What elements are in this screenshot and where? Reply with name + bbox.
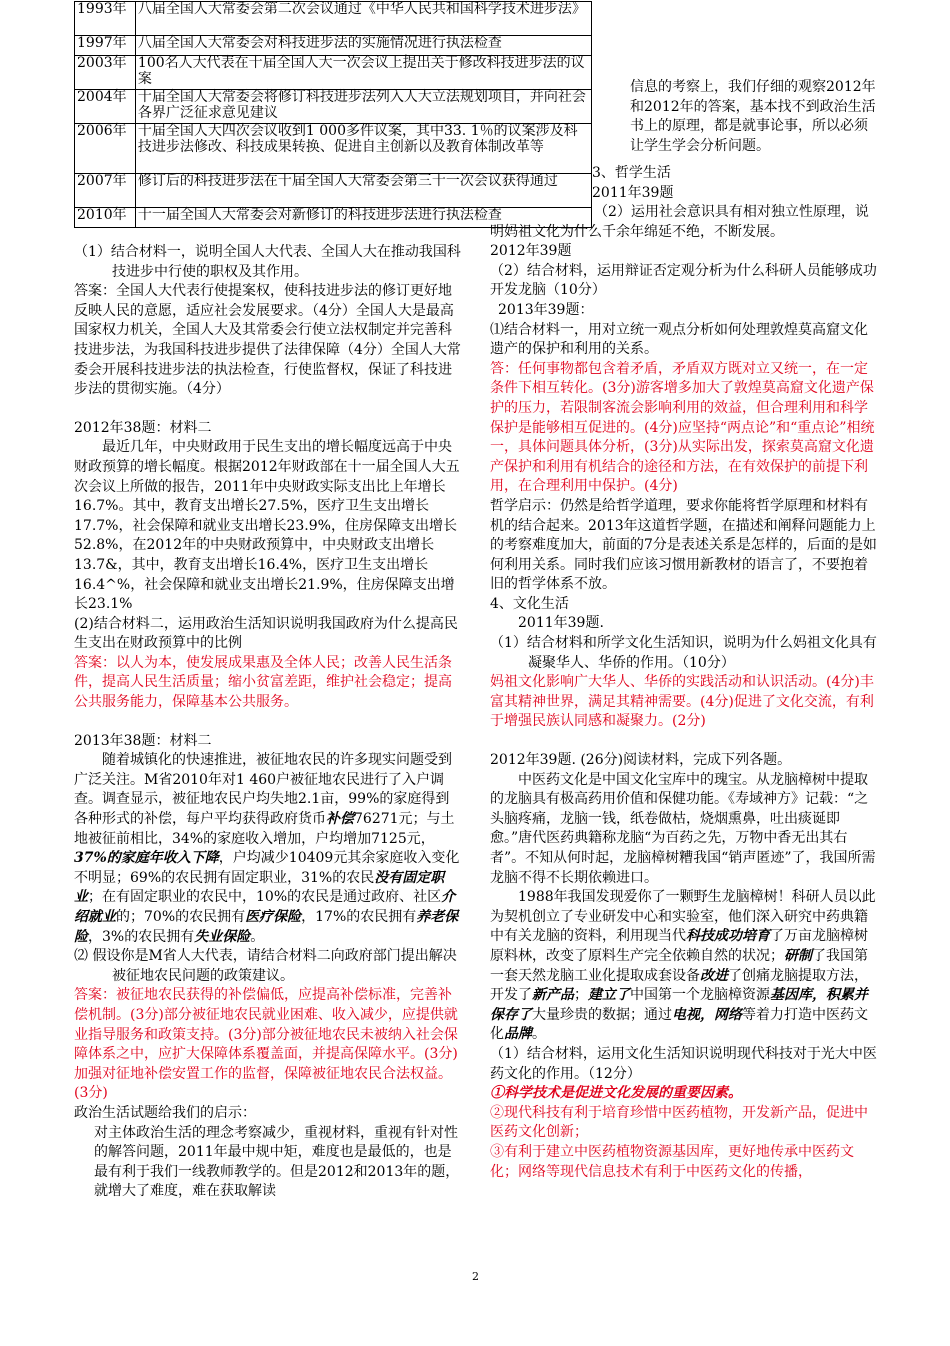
- timeline-event: 十届全国人大四次会议收到1 000多件议案，其中33. 1％的议案涉及科技进步法修改、科技成果转换、促进自主创新以及教育体制改革等: [135, 124, 591, 174]
- timeline-body: [75, 2, 592, 228]
- right-column: [490, 203, 878, 1182]
- q2012-answer: 答案：以人为本，使发展成果惠及全体人民；改善人民生活条件，提高人民生活质量；缩小贫富差距，维护社会稳定；提高公共服务能力，保障基本公共服务。: [74, 654, 452, 711]
- insight-body: 对主体政治生活的理念考察减少，重视材料，重视有针对性的解答问题，2011年最中规中矩，难度也是最低的，也是最有利于我们一线教师教学的。但是2012和2013年的题，就增大了难度，难在获取解读: [94, 1124, 460, 1200]
- q2013-material: 随着城镇化的快速推进，被征地农民的许多现实问题受到广泛关注。M省2010年对1 460户被征地农民进行了入户调查。调查显示，被征地农民户均失地2.1亩，99%的家庭得到各种形式的补偿，每户平均获得政府货币补偿76271元；与土地被征前相比，34%的家庭收入增加，户均增加7125元，37%的家庭年收入下降，户均减少10409元其余家庭收入变化不明显；69%的农民拥有固定职业，31%的农民没有固定职业；在有固定职业的农民中，10%的农民是通过政府、社区介绍就业的；70%的农民拥有医疗保险，17%的农民拥有养老保险，3%的农民拥有失业保险。: [74, 752, 460, 945]
- q2013-question: ⑵ 假设你是M省人大代表，请结合材料二向政府部门提出解决被征地农民问题的政策建议。: [74, 948, 457, 984]
- q2011-culture: （1）结合材料和所学文化生活知识，说明为什么妈祖文化具有凝聚华人、华侨的作用。（10分）: [490, 635, 877, 671]
- timeline-row: [75, 124, 592, 174]
- material-paragraph-2: 1988年我国发现爱你了一颗野生龙脑樟树！科研人员以此为契机创立了专业研发中心和实验室，他们深入研究中药典籍中有关龙脑的资料，利用现当代科技成功培育了万亩龙脑樟树原料林，改变了原料生产完全依赖自然的状况；研制了我国第一套天然龙脑工业化提取成套设备改进了创痛龙脑提取方法，开发了新产品；建立了中国第一个龙脑樟资源基因库，积累并保存了大量珍贵的数据；通过电视，网络等着力打造中医药文化品牌。: [490, 889, 876, 1043]
- year-2012-label: 2012年39题: [490, 243, 572, 260]
- timeline-year: 2003年: [75, 56, 136, 90]
- timeline-year: 1997年: [75, 36, 136, 56]
- y2012-culture: 2012年39题. (26分)阅读材料，完成下列各题。: [490, 752, 792, 769]
- continuation-text: 信息的考察上，我们仔细的观察2012年和2012年的答案，基本找不到政治生活书上的原理，都是就事论事，所以必须让学生学会分析问题。: [630, 79, 876, 154]
- answer-1: 答案：全国人大代表行使提案权，使科技进步法的修订更好地反映人民的意愿，适应社会发展要求。（4分）全国人大是最高国家权力机关，全国人大及其常委会行使立法权制定并完善科技进步法，为我国科技进步提供了法律保障（4分）全国人大常委会开展科技进步法的执法检查，行使监督权，保证了科技进步法的贯彻实施。（4分）: [74, 283, 461, 398]
- page-number: 2: [472, 1270, 479, 1283]
- timeline-year: 2010年: [75, 208, 136, 228]
- timeline-event: 十届全国人大常委会将修订科技进步法列入人大立法规划项目，并向社会各界广泛征求意见建议: [135, 90, 591, 124]
- year-2013-label: 2013年39题：: [498, 301, 594, 318]
- answer-point-1: ①科学技术是促进文化发展的重要因素。: [490, 1085, 742, 1102]
- right-continuation: [630, 78, 878, 156]
- timeline-event: 100名人大代表在十届全国人大一次会议上提出关于修改科技进步法的议案: [135, 56, 591, 90]
- timeline-table: [74, 1, 592, 228]
- timeline-year: 2006年: [75, 124, 136, 174]
- section-philosophy: 3、哲学生活: [592, 165, 671, 181]
- timeline-event: 十一届全国人大常委会对新修订的科技进步法进行执法检查: [135, 208, 591, 228]
- timeline-row: [75, 36, 592, 56]
- section-culture: 4、文化生活: [490, 595, 569, 612]
- timeline-event: 修订后的科技进步法在十届全国人大常委会第三十一次会议获得通过: [135, 174, 591, 208]
- timeline-year: 1993年: [75, 2, 136, 36]
- right-top-block: [592, 164, 878, 203]
- q2012-culture: （1）结合材料，运用文化生活知识说明现代科技对于光大中医药文化的作用。（12分）: [490, 1045, 877, 1082]
- q2012-philosophy: （2）结合材料，运用辩证否定观分析为什么科研人员能够成功开发龙脑（10分）: [490, 262, 877, 299]
- timeline-year: 2007年: [75, 174, 136, 208]
- answer-point-3: ③有利于建立中医药植物资源基因库，更好地传承中医药文化；网络等现代信息技术有利于中医药文化的传播，: [490, 1143, 854, 1180]
- insight-heading: 政治生活试题给我们的启示：: [74, 1104, 256, 1121]
- material-paragraph-1: 中医药文化是中国文化宝库中的瑰宝。从龙脑樟树中提取的龙脑具有极高药用价值和保健功能。《寿域神方》记载：“之头脑疼痛，龙脑一钱，纸卷做枯，烧烟熏鼻，吐出痰诞即愈。”唐代医药典籍称龙脑“为百药之先，万物中香无出其右者”。不知从何时起，龙脑樟树糟我国“销声匿迹”了，我国所需龙脑不得不长期依赖进口。: [490, 771, 876, 886]
- timeline-row: [75, 56, 592, 90]
- q2013-philosophy: ⑴结合材料一，用对立统一观点分析如何处理敦煌莫高窟文化遗产的保护和利用的关系。: [490, 321, 868, 358]
- q2013-heading: 2013年38题：材料二: [74, 732, 212, 749]
- a2011-culture: 妈祖文化影响广大华人、华侨的实践活动和认识活动。(4分)丰富其精神世界，满足其精神需要。(4分)促进了文化交流，有利于增强民族认同感和凝聚力。(2分): [490, 674, 874, 730]
- timeline-year: 2004年: [75, 90, 136, 124]
- year-2011b-label: 2011年39题.: [518, 615, 604, 632]
- q2012-question: (2)结合材料二，运用政治生活知识说明我国政府为什么提高民生支出在财政预算中的比例: [74, 615, 458, 652]
- q2011-philosophy: （2）运用社会意识具有相对独立性原理，说明妈祖文化为什么千余年绵延不绝，不断发展。: [490, 204, 869, 240]
- q2013-answer: 答案：被征地农民获得的补偿偏低，应提高补偿标准，完善补偿机制。(3分)部分被征地农民就业困难、收入减少，应提供就业指导服务和政策支持。(3分)部分被征地农民未被纳入社会保障体系之中，应扩大保障体系覆盖面，并提高保障水平。(3分)加强对征地补偿安置工作的监督，保障被征地农民合法权益。(3分): [74, 987, 458, 1102]
- philosophy-insight: 哲学启示：仍然是给哲学道理，要求你能将哲学原理和材料有机的结合起来。2013年这道哲学题，在描述和阐释问题能力上的考察难度加大，前面的7分是表述关系是怎样的，后面的是如何利用关系。同时我们应该习惯用新教材的语言了，不要抱着旧的哲学体系不放。: [490, 497, 877, 593]
- timeline-event: 八届全国人大常委会对科技进步法的实施情况进行执法检查: [135, 36, 591, 56]
- a2013-philosophy: 答：任何事物都包含着矛盾，矛盾双方既对立又统一，在一定条件下相互转化。(3分)游客增多加大了敦煌莫高窟文化遗产保护的压力，若限制客流会影响利用的效益，但合理利用和科学保护是能够相互促进的。(4分)应坚持“两点论”和“重点论”相统一，具体问题具体分析，(3分)从实际出发，探索莫高窟文化遗产保护和利用有机结合的途径和方法，在有效保护的前提下利用，在合理利用中保护。(4分): [490, 360, 875, 495]
- timeline-event: 八届全国人大常委会第二次会议通过《中华人民共和国科学技术进步法》: [135, 2, 591, 36]
- timeline-row: [75, 90, 592, 124]
- year-2011-label: 2011年39题: [592, 184, 674, 201]
- q2012-heading: 2012年38题：材料二: [74, 419, 212, 436]
- q2012-material: 最近几年，中央财政用于民生支出的增长幅度远高于中央财政预算的增长幅度。根据2012年财政部在十一届全国人大五次会议上所做的报告，2011年中央财政实际支出比上年增长16.7%。其中，教育支出增长27.5%，医疗卫生支出增长17.7%，社会保障和就业支出增长23.9%，住房保障支出增长52.8%，在2012年的中央财政预算中，中央财政支出增长13.7&，其中，教育支出增长16.4%，医疗卫生支出增长16.4^%，社会保障和就业支出增长21.9%，住房保障支出增长23.1%: [74, 439, 460, 613]
- left-column: [74, 243, 462, 1202]
- question-1: （1）结合材料一，说明全国人大代表、全国人大在推动我国科技进步中行使的职权及其作用。: [74, 244, 461, 280]
- timeline-row: [75, 2, 592, 36]
- answer-point-2: ②现代科技有利于培育珍惜中医药植物，开发新产品，促进中医药文化创新；: [490, 1104, 868, 1141]
